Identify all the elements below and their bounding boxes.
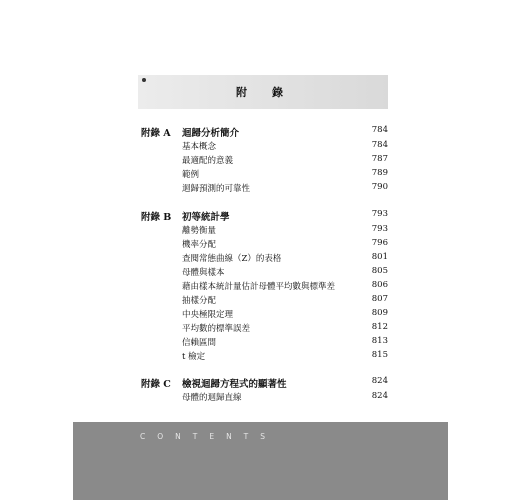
- page-number: 801: [371, 252, 388, 262]
- toc-item-text: 母體與樣本: [182, 268, 225, 278]
- appendix-c-heading[interactable]: [0, 376, 520, 390]
- toc-item[interactable]: [0, 350, 520, 364]
- toc-item[interactable]: [0, 322, 520, 336]
- page-number: 784: [371, 125, 388, 135]
- toc-item[interactable]: [0, 182, 520, 196]
- toc-item-text: 查閱常態曲線（Z）的表格: [182, 254, 282, 264]
- toc-item[interactable]: [0, 266, 520, 280]
- page-number: 790: [371, 182, 388, 192]
- page-number: 789: [371, 168, 388, 178]
- page-number: 813: [371, 336, 388, 346]
- page-number: 824: [371, 391, 388, 401]
- page-number: 796: [371, 238, 388, 248]
- appendix-title: 檢視迴歸方程式的顯著性: [182, 379, 287, 390]
- toc-item[interactable]: [0, 168, 520, 182]
- page-title: 附 錄: [236, 86, 290, 99]
- toc-item-text: 基本概念: [182, 142, 217, 152]
- toc-item[interactable]: [0, 224, 520, 238]
- page-number: 809: [371, 308, 388, 318]
- toc-item-text: 藉由樣本統計量估計母體平均數與標準差: [182, 282, 336, 292]
- toc-item-text: 最適配的意義: [182, 156, 234, 166]
- toc-item-text: 信賴區間: [182, 338, 217, 348]
- toc-item-text: 中央極限定理: [182, 310, 234, 320]
- toc-item[interactable]: [0, 336, 520, 350]
- toc-item[interactable]: [0, 294, 520, 308]
- page-number: 824: [371, 376, 388, 386]
- footer-label: CONTENTS: [140, 432, 278, 441]
- appendix-label: 附錄 B: [141, 212, 172, 223]
- toc-item-text: 機率分配: [182, 240, 217, 250]
- page-number: 787: [371, 154, 388, 164]
- toc-item-text: 抽樣分配: [182, 296, 217, 306]
- page-number: 784: [371, 140, 388, 150]
- page-number: 806: [371, 280, 388, 290]
- toc-item-text: 母體的迴歸直線: [182, 393, 242, 403]
- appendix-label: 附錄 A: [141, 128, 171, 139]
- toc-item-text: 範例: [182, 170, 200, 180]
- appendix-a-heading[interactable]: [0, 125, 520, 139]
- page-number: 815: [371, 350, 388, 360]
- toc-item[interactable]: [0, 238, 520, 252]
- toc-item[interactable]: [0, 391, 520, 405]
- toc-item-text: t 檢定: [182, 352, 206, 362]
- appendix-label: 附錄 C: [141, 379, 171, 390]
- page-number: 805: [371, 266, 388, 276]
- toc-item-text: 迴歸預測的可靠性: [182, 184, 251, 194]
- toc-item-text: 平均數的標準誤差: [182, 324, 251, 334]
- appendix-b-heading[interactable]: [0, 209, 520, 223]
- appendix-title: 初等統計學: [182, 212, 230, 223]
- toc-item[interactable]: [0, 308, 520, 322]
- page-number: 793: [371, 224, 388, 234]
- page-number: 793: [371, 209, 388, 219]
- page-number: 807: [371, 294, 388, 304]
- appendix-title: 迴歸分析簡介: [182, 128, 240, 139]
- page-number: 812: [371, 322, 388, 332]
- bullet-dot-icon: [142, 78, 146, 82]
- toc-item[interactable]: [0, 280, 520, 294]
- toc-item[interactable]: [0, 154, 520, 168]
- toc-item[interactable]: [0, 252, 520, 266]
- toc-item-text: 離勢衡量: [182, 226, 217, 236]
- toc-item[interactable]: [0, 140, 520, 154]
